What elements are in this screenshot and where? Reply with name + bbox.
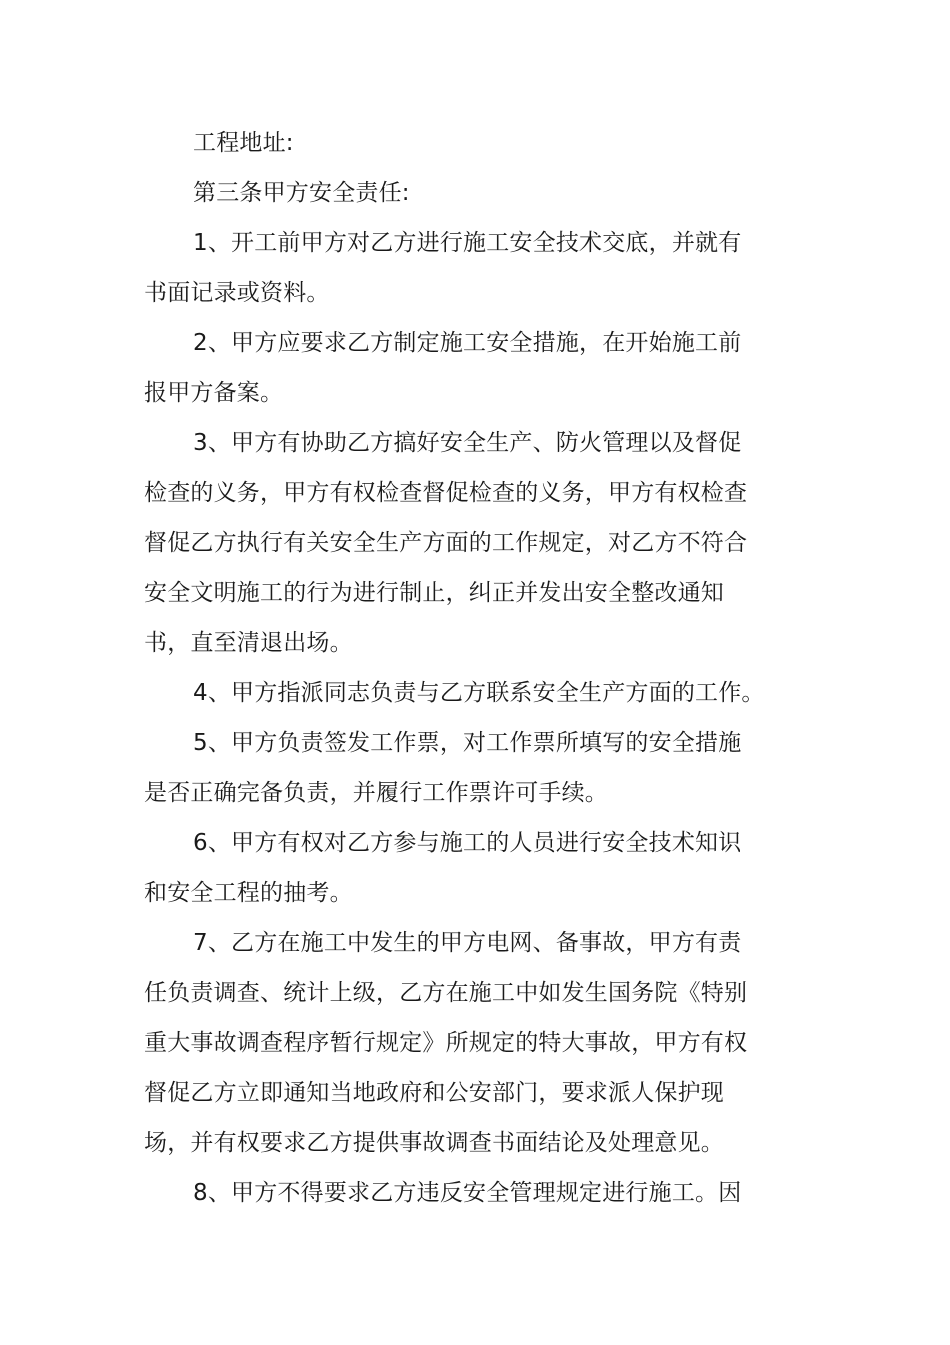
clause-2-line-2: 报甲方备案。: [144, 380, 284, 406]
clause-7-line-4: 督促乙方立即通知当地政府和公安部门，要求派人保护现: [144, 1080, 724, 1106]
clause-3-line-2: 检查的义务，甲方有权检查督促检查的义务，甲方有权检查: [144, 480, 748, 506]
clause-1-line-2: 书面记录或资料。: [144, 280, 330, 306]
clause-5-line-1: 5、甲方负责签发工作票，对工作票所填写的安全措施: [193, 730, 742, 756]
clause-3-line-1: 3、甲方有协助乙方搞好安全生产、防火管理以及督促: [193, 430, 742, 456]
clause-1-line-1: 1、开工前甲方对乙方进行施工安全技术交底，并就有: [193, 230, 742, 256]
clause-4-line-1: 4、甲方指派同志负责与乙方联系安全生产方面的工作。: [193, 680, 765, 706]
article-three-heading: 第三条甲方安全责任:: [193, 180, 410, 206]
clause-3-line-4: 安全文明施工的行为进行制止，纠正并发出安全整改通知: [144, 580, 724, 606]
clause-7-line-1: 7、乙方在施工中发生的甲方电网、备事故，甲方有责: [193, 930, 742, 956]
clause-6-line-2: 和安全工程的抽考。: [144, 880, 353, 906]
project-address-label: 工程地址:: [193, 130, 294, 156]
clause-3-line-3: 督促乙方执行有关安全生产方面的工作规定，对乙方不符合: [144, 530, 748, 556]
clause-7-line-5: 场，并有权要求乙方提供事故调查书面结论及处理意见。: [144, 1130, 724, 1156]
clause-2-line-1: 2、甲方应要求乙方制定施工安全措施，在开始施工前: [193, 330, 742, 356]
clause-8-line-1: 8、甲方不得要求乙方违反安全管理规定进行施工。因: [193, 1180, 742, 1206]
clause-7-line-3: 重大事故调查程序暂行规定》所规定的特大事故，甲方有权: [144, 1030, 748, 1056]
clause-7-line-2: 任负责调查、统计上级，乙方在施工中如发生国务院《特别: [144, 980, 748, 1006]
clause-5-line-2: 是否正确完备负责，并履行工作票许可手续。: [144, 780, 608, 806]
clause-6-line-1: 6、甲方有权对乙方参与施工的人员进行安全技术知识: [193, 830, 742, 856]
clause-3-line-5: 书，直至清退出场。: [144, 630, 353, 656]
